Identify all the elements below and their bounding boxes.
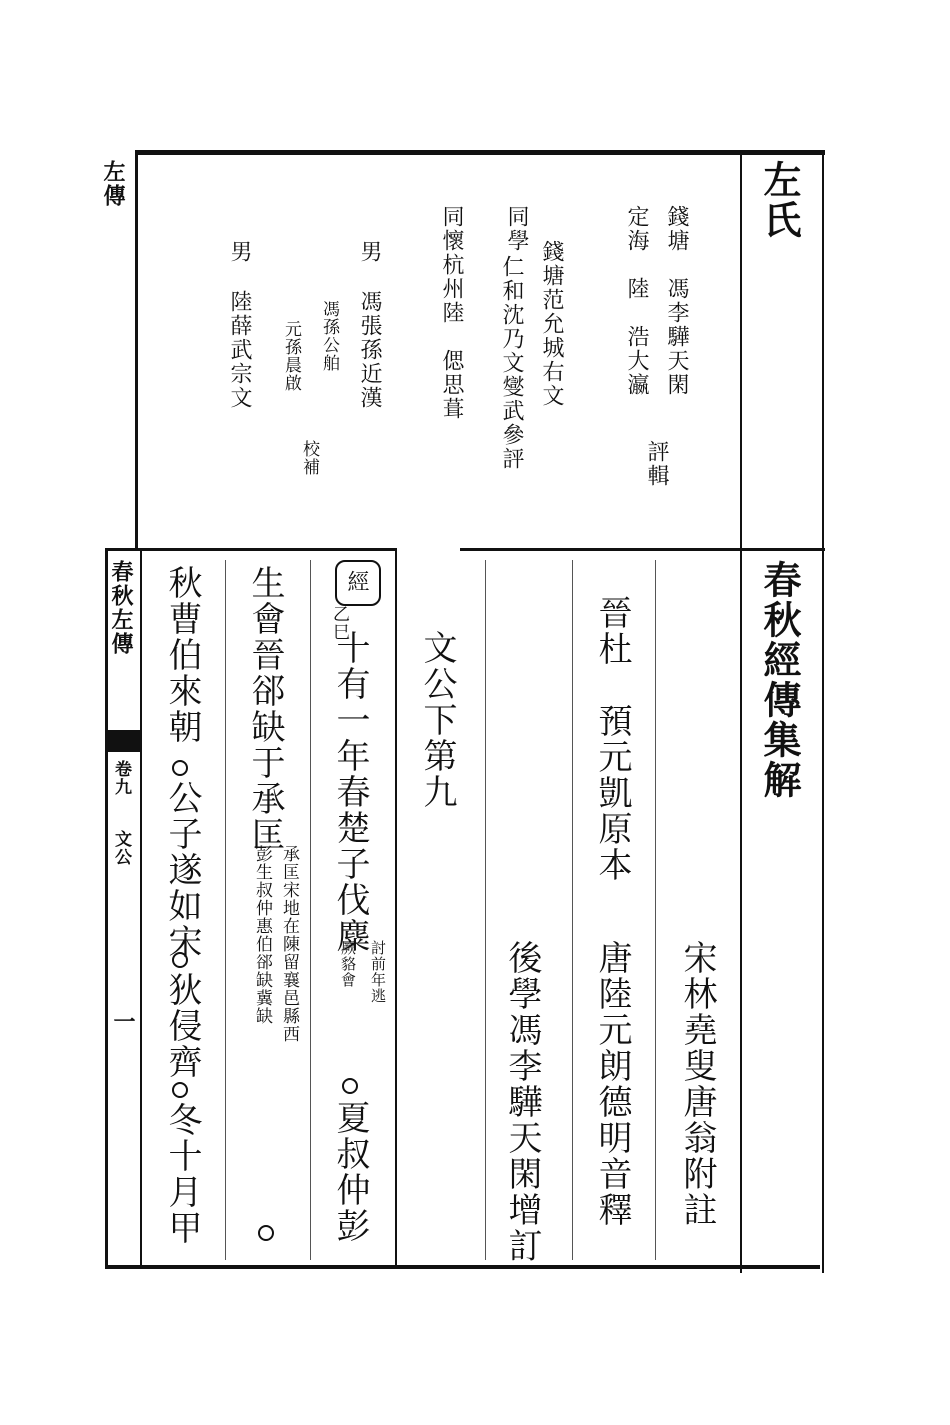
credit-line-12: 校補	[299, 440, 319, 476]
spine-section: 文公	[111, 830, 131, 866]
lower-right-rule	[740, 548, 742, 1273]
editor-4: 後學馮李驊天閑增訂	[502, 940, 542, 1264]
entry2-note-a: 承匡宋地在陳留襄邑縣西	[279, 845, 299, 1043]
credit-line-6: 仁和沈乃文燮武參評	[499, 255, 524, 471]
editor-rule-3	[485, 560, 486, 1260]
lower-bottom-rule	[105, 1265, 820, 1269]
lower-text-top-rule	[105, 548, 397, 551]
credit-line-10: 馮孫公舶	[319, 300, 339, 372]
entry3-c: 狄侵齊	[162, 972, 202, 1080]
entry2-main: 生會晉郤缺于承匡	[245, 565, 285, 853]
period-mark	[172, 1082, 188, 1098]
upper-outer-right-rule	[822, 150, 824, 550]
credit-line-14: 陸薛武宗文	[227, 290, 252, 410]
chapter-title: 文公下第九	[417, 630, 457, 810]
text-rule-1	[310, 560, 311, 1260]
book-title: 春秋經傳集解	[757, 560, 802, 800]
editor-3: 晉杜 預元凱原本	[592, 595, 632, 883]
editor-2: 唐陸元朗德明音釋	[592, 940, 632, 1228]
upper-right-rule	[740, 150, 742, 550]
period-mark	[258, 1225, 274, 1241]
entry1-main: 十有一年春楚子伐麋	[330, 630, 370, 954]
entry3-main: 秋曹伯來朝	[162, 565, 202, 745]
editor-rule-1	[655, 560, 656, 1260]
lower-left-rule	[105, 548, 108, 1268]
text-rule-2	[225, 560, 226, 1260]
credit-line-4: 錢塘范允城右文	[539, 240, 564, 408]
entry3-b: 公子遂如宋	[162, 780, 202, 960]
credit-line-2: 定海 陸 浩大瀛	[624, 205, 649, 397]
credit-line-3: 評輯	[644, 440, 669, 488]
lower-divider	[395, 548, 397, 1268]
period-mark	[342, 1078, 358, 1094]
credit-line-11: 元孫晨啟	[281, 320, 301, 392]
credit-line-1: 錢塘 馮李驊天閑	[664, 205, 689, 397]
spine-volume: 卷九	[111, 760, 131, 796]
spine-title: 春秋左傳	[108, 560, 134, 656]
entry1-cont: 夏叔仲彭	[330, 1100, 370, 1244]
entry1-note-b: 厥貉會	[339, 940, 357, 988]
spine-page: 一	[110, 1010, 136, 1034]
entry2-note-b: 彭生叔仲惠伯郤缺冀缺	[252, 845, 272, 1025]
spine-fishtail	[108, 730, 140, 752]
credit-line-5: 同學	[504, 205, 529, 253]
lower-outer-right-rule	[822, 548, 824, 1273]
credit-line-9: 馮張孫近漢	[357, 290, 382, 410]
credit-line-7: 同懷杭州陸 偲思葺	[439, 205, 464, 421]
lower-text-left-rule	[140, 548, 142, 1268]
spine-top-label: 左傳	[100, 160, 126, 208]
entry1-note-a: 討前年逃	[369, 940, 387, 1004]
upper-bottom-rule	[460, 548, 825, 551]
jing-badge-label: 經	[344, 570, 369, 594]
entry3-d: 冬十月甲	[162, 1102, 202, 1246]
year-label: 乙巳	[329, 605, 349, 641]
upper-header: 左氏	[757, 160, 802, 240]
editor-1: 宋林堯叟唐翁附註	[677, 940, 717, 1228]
period-mark	[172, 952, 188, 968]
editor-rule-2	[572, 560, 573, 1260]
credit-line-13: 男	[227, 240, 252, 264]
period-mark	[172, 760, 188, 776]
credit-line-8: 男	[357, 240, 382, 264]
upper-left-rule	[135, 150, 138, 550]
